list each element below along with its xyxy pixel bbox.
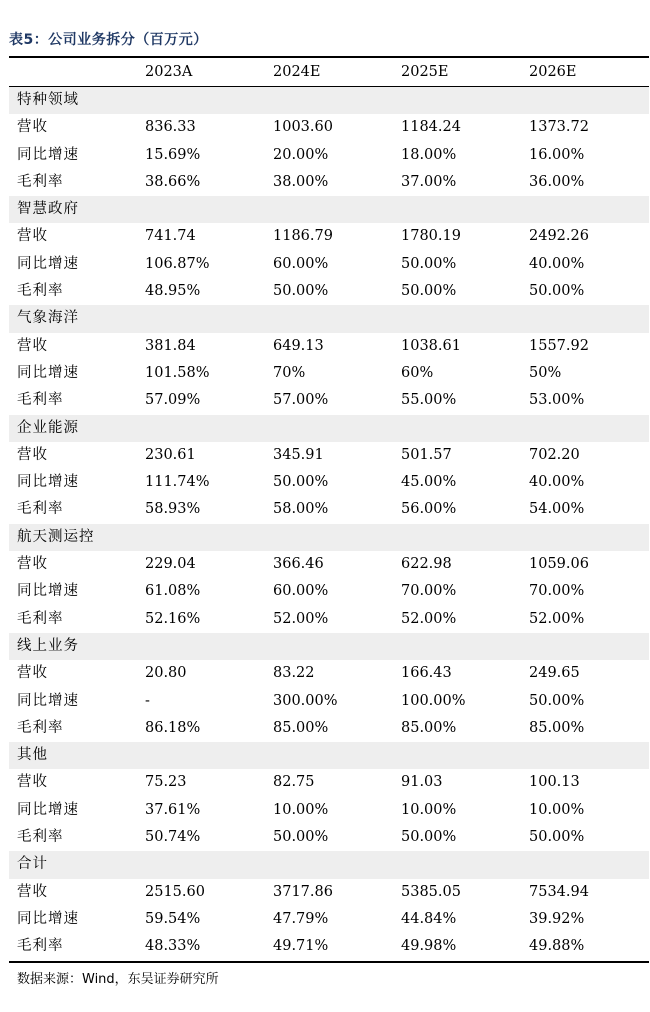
value-cell: 52.00% [401,610,457,627]
value-cell: 49.88% [521,933,649,961]
row-label: 同比增速 [17,474,79,491]
value-cell: 18.00% [401,146,457,163]
table-row [9,278,649,305]
table-title: 表5：公司业务拆分（百万元） [9,32,208,48]
value-cell: 649.13 [273,337,324,354]
header-row [9,57,649,87]
value-cell: 501.57 [401,446,452,463]
value-cell: 5385.05 [401,883,461,900]
value-cell: 58.93% [145,501,201,518]
value-cell: 230.61 [145,446,196,463]
value-cell: 60.00% [273,255,329,272]
value-cell: 57.00% [273,392,329,409]
value-cell: 48.33% [137,933,265,961]
row-label: 营收 [17,228,48,245]
table-row [9,251,649,278]
value-cell: 1186.79 [273,228,333,245]
table-row [9,824,649,851]
section-name: 合计 [9,851,649,878]
value-cell: 38.00% [273,173,329,190]
value-cell: - [145,692,150,709]
table-row [9,469,649,496]
value-cell: 7534.94 [529,883,589,900]
table-row [9,142,649,169]
header-cell-2025e: 2025E [393,57,521,87]
value-cell: 49.98% [393,933,521,961]
value-cell: 111.74% [145,474,210,491]
row-label: 同比增速 [17,255,79,272]
value-cell: 622.98 [401,556,452,573]
value-cell: 15.69% [145,146,201,163]
row-label: 毛利率 [17,283,64,300]
value-cell: 70% [273,364,306,381]
value-cell: 2515.60 [145,883,205,900]
table-row [9,387,649,414]
section-row [9,851,649,878]
section-row [9,87,649,115]
value-cell: 1038.61 [401,337,461,354]
table-row [9,879,649,906]
header-cell-label [9,57,137,87]
value-cell: 366.46 [273,556,324,573]
row-label: 毛利率 [17,719,64,736]
table-row [9,578,649,605]
value-cell: 381.84 [145,337,196,354]
row-label: 同比增速 [17,364,79,381]
value-cell: 1184.24 [401,119,461,136]
value-cell: 52.00% [273,610,329,627]
row-label: 毛利率 [17,829,64,846]
value-cell: 40.00% [529,474,585,491]
value-cell: 50.00% [401,255,457,272]
value-cell: 40.00% [529,255,585,272]
value-cell: 91.03 [401,774,443,791]
value-cell: 55.00% [401,392,457,409]
value-cell: 58.00% [273,501,329,518]
value-cell: 100.00% [401,692,466,709]
value-cell: 10.00% [401,801,457,818]
row-label: 毛利率 [9,933,137,961]
section-row [9,196,649,223]
value-cell: 37.61% [145,801,201,818]
value-cell: 50.00% [273,283,329,300]
value-cell: 50.00% [401,829,457,846]
value-cell: 20.80 [145,665,187,682]
table-row [9,660,649,687]
value-cell: 48.95% [145,283,201,300]
value-cell: 1557.92 [529,337,589,354]
value-cell: 38.66% [145,173,201,190]
section-row [9,415,649,442]
section-name: 特种领域 [9,87,649,115]
value-cell: 85.00% [401,719,457,736]
value-cell: 50.00% [529,692,585,709]
value-cell: 60% [401,364,434,381]
value-cell: 52.00% [529,610,585,627]
row-label: 营收 [17,665,48,682]
value-cell: 249.65 [529,665,580,682]
table-body [9,87,649,962]
value-cell: 1059.06 [529,556,589,573]
section-row [9,742,649,769]
value-cell: 59.54% [145,910,201,927]
value-cell: 836.33 [145,119,196,136]
business-breakdown-table [9,56,649,963]
row-label: 营收 [17,119,48,136]
section-name: 企业能源 [9,415,649,442]
section-row [9,524,649,551]
value-cell: 47.79% [273,910,329,927]
value-cell: 61.08% [145,583,201,600]
section-name: 智慧政府 [9,196,649,223]
section-name: 航天测运控 [9,524,649,551]
table-row [9,333,649,360]
section-row [9,633,649,660]
value-cell: 70.00% [401,583,457,600]
table-row [9,551,649,578]
value-cell: 20.00% [273,146,329,163]
row-label: 毛利率 [17,610,64,627]
header-cell-2026e: 2026E [521,57,649,87]
value-cell: 70.00% [529,583,585,600]
value-cell: 54.00% [529,501,585,518]
section-name: 气象海洋 [9,305,649,332]
value-cell: 702.20 [529,446,580,463]
value-cell: 50.00% [273,474,329,491]
row-label: 同比增速 [17,583,79,600]
value-cell: 60.00% [273,583,329,600]
value-cell: 1780.19 [401,228,461,245]
value-cell: 50% [529,364,562,381]
row-label: 营收 [17,774,48,791]
value-cell: 1003.60 [273,119,333,136]
value-cell: 741.74 [145,228,196,245]
table-row [9,933,649,961]
table-row [9,906,649,933]
table-row [9,715,649,742]
value-cell: 85.00% [529,719,585,736]
row-label: 毛利率 [17,501,64,518]
row-label: 营收 [17,337,48,354]
table-row [9,688,649,715]
value-cell: 85.00% [273,719,329,736]
table-row [9,114,649,141]
value-cell: 39.92% [529,910,585,927]
value-cell: 50.00% [529,829,585,846]
value-cell: 229.04 [145,556,196,573]
value-cell: 345.91 [273,446,324,463]
value-cell: 82.75 [273,774,315,791]
value-cell: 52.16% [145,610,201,627]
row-label: 毛利率 [17,392,64,409]
row-label: 营收 [17,556,48,573]
section-name: 线上业务 [9,633,649,660]
value-cell: 83.22 [273,665,315,682]
row-label: 同比增速 [17,910,79,927]
value-cell: 50.00% [401,283,457,300]
source-note: 数据来源：Wind，东吴证券研究所 [17,972,219,987]
value-cell: 3717.86 [273,883,333,900]
section-row [9,305,649,332]
value-cell: 10.00% [273,801,329,818]
value-cell: 53.00% [529,392,585,409]
value-cell: 36.00% [529,173,585,190]
value-cell: 57.09% [145,392,201,409]
value-cell: 10.00% [529,801,585,818]
row-label: 营收 [17,446,48,463]
value-cell: 75.23 [145,774,187,791]
value-cell: 106.87% [145,255,210,272]
section-name: 其他 [9,742,649,769]
value-cell: 45.00% [401,474,457,491]
table-row [9,169,649,196]
value-cell: 50.00% [273,829,329,846]
value-cell: 56.00% [401,501,457,518]
table-row [9,223,649,250]
header-cell-2023a: 2023A [137,57,265,87]
row-label: 同比增速 [17,692,79,709]
table-row [9,360,649,387]
value-cell: 50.00% [529,283,585,300]
row-label: 同比增速 [17,146,79,163]
value-cell: 1373.72 [529,119,589,136]
row-label: 同比增速 [17,801,79,818]
row-label: 营收 [17,883,48,900]
value-cell: 44.84% [401,910,457,927]
table-row [9,769,649,796]
header-cell-2024e: 2024E [265,57,393,87]
value-cell: 100.13 [529,774,580,791]
value-cell: 86.18% [145,719,201,736]
value-cell: 49.71% [265,933,393,961]
table-row [9,496,649,523]
value-cell: 300.00% [273,692,338,709]
value-cell: 50.74% [145,829,201,846]
value-cell: 16.00% [529,146,585,163]
table-row [9,606,649,633]
value-cell: 166.43 [401,665,452,682]
value-cell: 101.58% [145,364,210,381]
table-row [9,442,649,469]
row-label: 毛利率 [17,173,64,190]
value-cell: 37.00% [401,173,457,190]
table-row [9,797,649,824]
value-cell: 2492.26 [529,228,589,245]
